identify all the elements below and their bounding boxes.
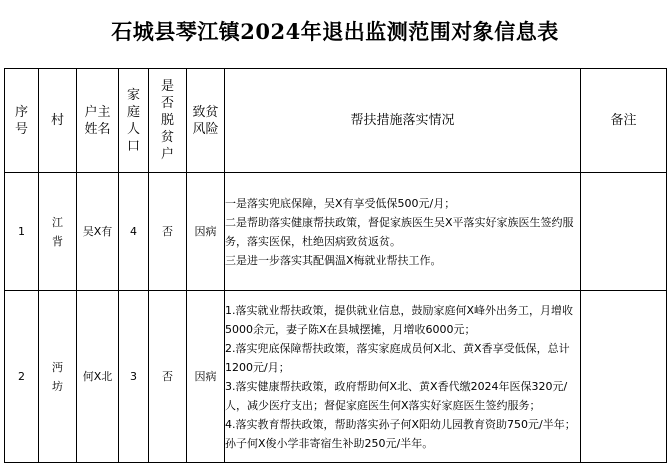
measure-line: 2.落实兜底保障帮扶政策，落实家庭成员何X北、黄X香享受低保，总计1200元/月； <box>225 341 570 374</box>
cell-no: 2 <box>5 291 39 463</box>
measure-line: 三是进一步落实其配偶温X梅就业帮扶工作。 <box>225 253 442 267</box>
header-remarks: 备注 <box>581 69 667 173</box>
measure-line: 二是帮助落实健康帮扶政策，督促家族医生吴X平落实好家族医生签约服务，落实医保，杜绝因病致贫返贫。 <box>225 215 574 248</box>
cell-family-size: 3 <box>119 291 149 463</box>
header-no: 序号 <box>5 69 39 173</box>
page-title: 石城县琴江镇2024年退出监测范围对象信息表 <box>111 19 559 44</box>
cell-householder: 何X北 <box>77 291 119 463</box>
cell-village: 沔坊 <box>39 291 77 463</box>
cell-village: 江背 <box>39 173 77 291</box>
header-out-of-poverty: 是否脱贫户 <box>149 69 187 173</box>
cell-householder: 吴X有 <box>77 173 119 291</box>
cell-remarks <box>581 173 667 291</box>
cell-risk: 因病 <box>187 173 225 291</box>
header-householder: 户主姓名 <box>77 69 119 173</box>
header-risk: 致贫风险 <box>187 69 225 173</box>
cell-remarks <box>581 291 667 463</box>
cell-family-size: 4 <box>119 173 149 291</box>
measure-line: 3.落实健康帮扶政策，政府帮助何X北、黄X香代缴2024年医保320元/人，减少医疗支出；督促家庭医生何X落实好家庭医生签约服务； <box>225 379 568 412</box>
cell-measures <box>225 173 581 291</box>
table-row <box>5 173 667 291</box>
cell-out-of-poverty: 否 <box>149 291 187 463</box>
info-table <box>4 68 667 463</box>
header-village: 村 <box>39 69 77 173</box>
header-family-size: 家庭人口 <box>119 69 149 173</box>
cell-risk: 因病 <box>187 291 225 463</box>
header-measures: 帮扶措施落实情况 <box>225 69 581 173</box>
table-row <box>5 291 667 463</box>
cell-measures <box>225 291 581 463</box>
cell-no: 1 <box>5 173 39 291</box>
table-header-row <box>5 69 667 173</box>
measure-line: 一是落实兜底保障，吴X有享受低保500元/月； <box>225 196 456 210</box>
measure-line: 4.落实教育帮扶政策，帮助落实孙子何X阳幼儿园教育资助750元/半年；孙子何X俊小学非寄宿生补助250元/半年。 <box>225 417 576 450</box>
measure-line: 1.落实就业帮扶政策，提供就业信息，鼓励家庭何X峰外出务工，月增收5000余元，妻子陈X在县城摆摊，月增收6000元； <box>225 303 574 336</box>
cell-out-of-poverty: 否 <box>149 173 187 291</box>
